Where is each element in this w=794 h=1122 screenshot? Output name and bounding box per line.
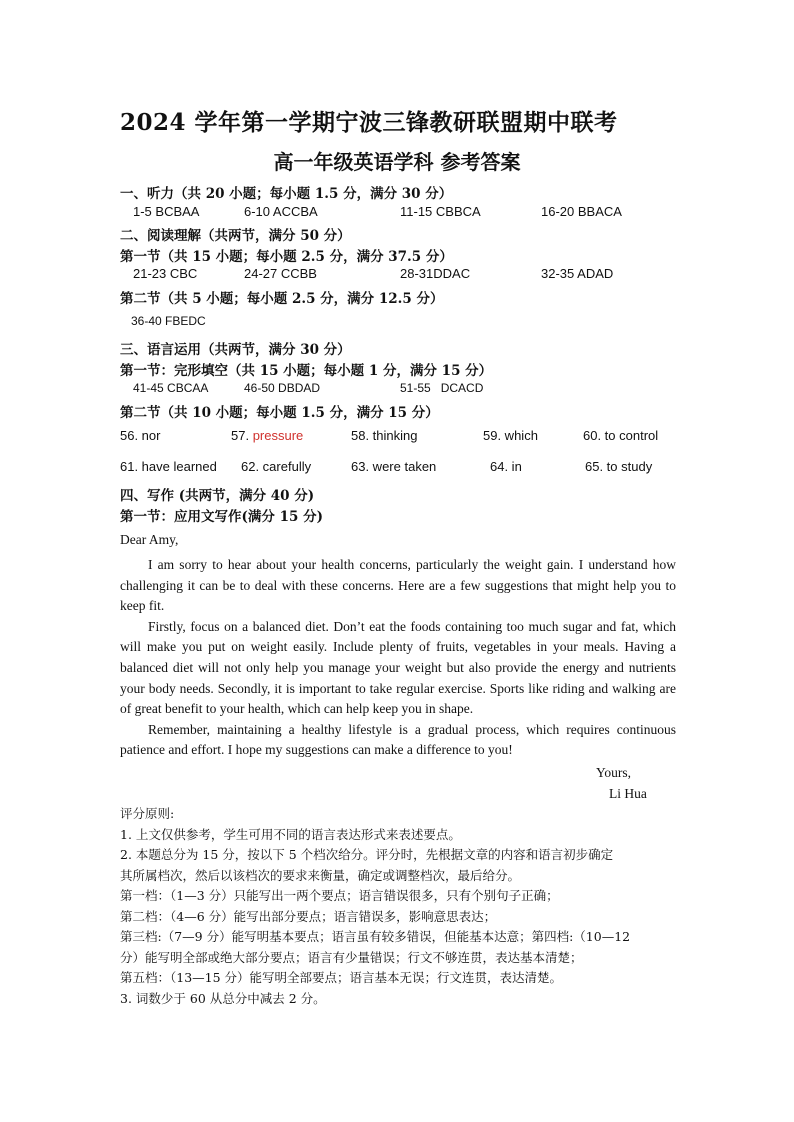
answer-group: 32-35 ADAD	[541, 266, 614, 281]
answer-group: 41-45 CBCAA	[133, 381, 209, 395]
letter-paragraph: Firstly, focus on a balanced diet. Don’t eat the foods containing too much sugar and fat, which will make you put on weight easily. Include plenty of fruits, vegetables in your meals. Having a balanced diet will not only help you manage your weight but also provide the energy and nutrients your body needs. Secondly, it is important to take regular exercise. Sports like riding and walking are of great benefit to your health, which can help keep you in shape.	[120, 618, 676, 717]
section-writing-heading: 四、写作 (共两节，满分 40 分)	[120, 488, 315, 504]
grammar-answer: 62. carefully	[241, 459, 312, 474]
scoring-line: 第二档：（4—6 分）能写出部分要点；语言错误多，影响意思表达；	[120, 908, 497, 924]
letter-signature: Li Hua	[609, 786, 647, 801]
section-reading-part2-heading: 第二节（共 5 小题；每小题 2.5 分，满分 12.5 分）	[120, 291, 444, 307]
grammar-answer-number: 57.	[231, 428, 253, 443]
grammar-answer: 60. to control	[583, 428, 659, 443]
document-title: 2024 学年第一学期宁波三锋教研联盟期中联考	[120, 109, 618, 136]
answer-group: 6-10 ACCBA	[244, 204, 318, 219]
letter-body	[120, 555, 676, 761]
answer-group: 24-27 CCBB	[244, 266, 317, 281]
section-reading-heading: 二、阅读理解（共两节，满分 50 分）	[120, 228, 351, 244]
scoring-line: 2. 本题总分为 15 分，按以下 5 个档次给分。评分时，先根据文章的内容和语言初步确定	[120, 847, 614, 862]
section-grammar-heading: 第二节（共 10 小题；每小题 1.5 分，满分 15 分）	[120, 405, 439, 421]
letter-paragraph: I am sorry to hear about your health concerns, particularly the weight gain. I understand how challenging it can be to deal with these concerns. Here are a few suggestions that might help you to keep fit.	[120, 557, 676, 614]
answer-group: 46-50 DBDAD	[244, 381, 321, 395]
document-subtitle: 高一年级英语学科 参考答案	[273, 150, 521, 174]
scoring-line: 3. 词数少于 60 从总分中减去 2 分。	[120, 990, 326, 1006]
grammar-answer: 64. in	[490, 459, 522, 474]
answer-group: 21-23 CBC	[133, 266, 198, 281]
grammar-answer-highlighted: pressure	[252, 428, 304, 443]
grammar-answer: 59. which	[483, 428, 538, 443]
scoring-heading: 评分原则:	[120, 806, 175, 821]
answer-group: 36-40 FBEDC	[131, 314, 206, 328]
section-writing-part1-heading: 第一节：应用文写作(满分 15 分)	[120, 509, 323, 525]
section-cloze-heading: 第一节：完形填空（共 15 小题；每小题 1 分，满分 15 分）	[120, 363, 493, 379]
grammar-answer: 61. have learned	[120, 459, 217, 474]
grammar-answer: 63. were taken	[351, 459, 437, 474]
scoring-rules	[120, 804, 680, 1009]
section-language-heading: 三、语言运用（共两节，满分 30 分）	[120, 342, 351, 358]
answer-group: 51-55 DCACD	[400, 381, 484, 395]
letter-paragraph: Remember, maintaining a healthy lifestyle is a gradual process, which requires continuous patience and effort. I hope my suggestions can make a difference to you!	[120, 721, 676, 758]
scoring-line: 其所属档次，然后以该档次的要求来衡量，确定或调整档次，最后给分。	[120, 867, 521, 883]
section-listening-heading: 一、听力（共 20 小题；每小题 1.5 分，满分 30 分）	[120, 186, 453, 202]
scoring-line: 第五档：（13—15 分）能写明全部要点；语言基本无误；行文连贯，表达清楚。	[120, 970, 563, 985]
answer-group: 16-20 BBACA	[541, 204, 622, 219]
scoring-line: 第三档:（7—9 分）能写明基本要点；语言虽有较多错误，但能基本达意；第四档:（10—12	[120, 929, 631, 944]
scoring-line: 分）能写明全部或绝大部分要点；语言有少量错误；行文不够连贯，表达基本清楚；	[120, 949, 583, 965]
grammar-answer	[231, 428, 303, 443]
section-reading-part1-heading: 第一节（共 15 小题；每小题 2.5 分，满分 37.5 分）	[120, 249, 453, 265]
answer-group: 11-15 CBBCA	[400, 204, 481, 219]
answer-group: 28-31DDAC	[400, 266, 471, 281]
grammar-answer: 58. thinking	[351, 428, 418, 443]
scoring-line: 1. 上文仅供参考，学生可用不同的语言表达形式来表述要点。	[120, 826, 461, 842]
scoring-line: 第一档：（1—3 分）只能写出一两个要点；语言错误很多，只有个别句子正确；	[120, 888, 559, 903]
letter-closing: Yours,	[596, 765, 632, 780]
grammar-answer: 65. to study	[585, 459, 653, 474]
letter-greeting: Dear Amy,	[120, 532, 179, 547]
grammar-answer: 56. nor	[120, 428, 161, 443]
answer-group: 1-5 BCBAA	[133, 204, 200, 219]
